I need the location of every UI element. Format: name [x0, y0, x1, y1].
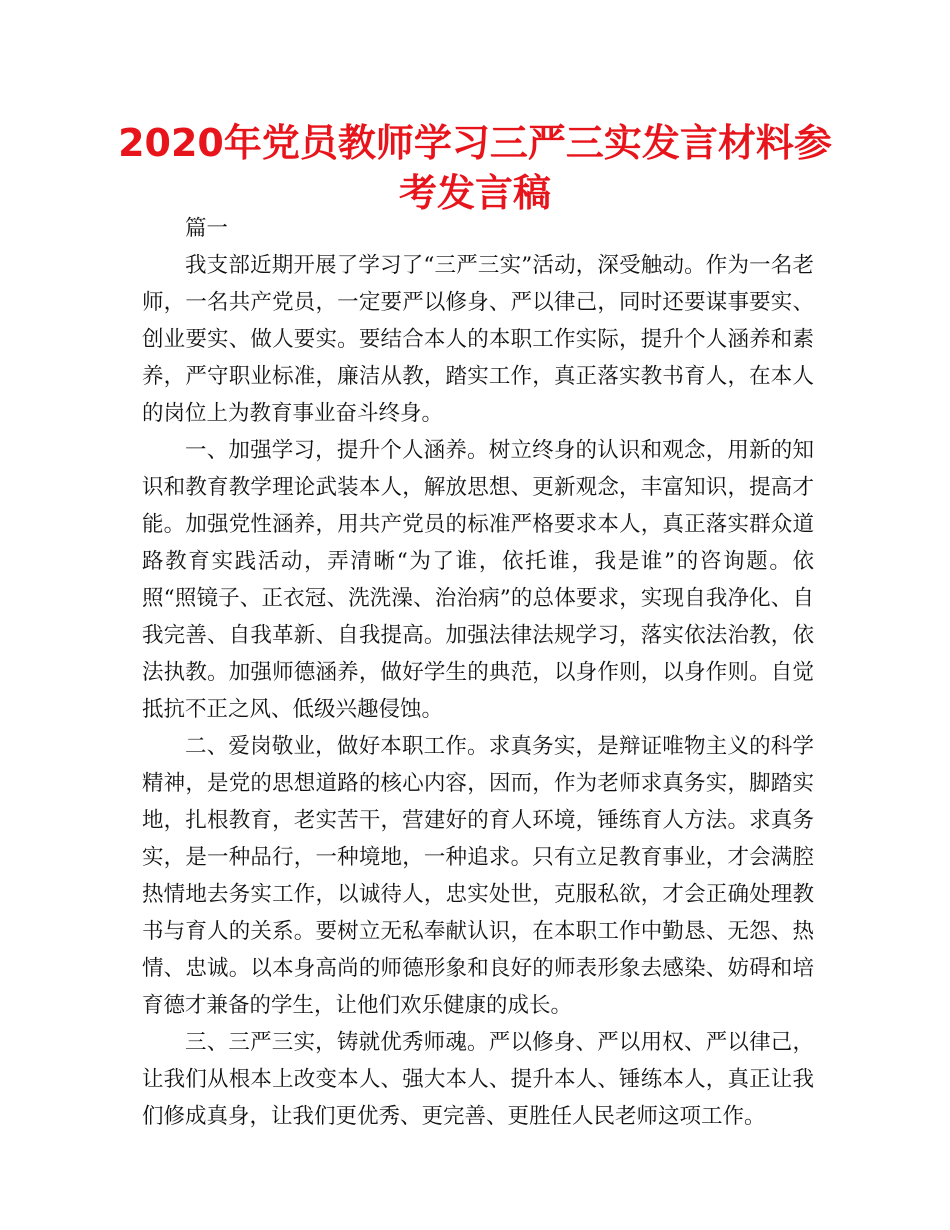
paragraph-point-two: 二、爱岗敬业，做好本职工作。求真务实，是辩证唯物主义的科学精神，是党的思想道路的核心内容，因而，作为老师求真务实，脚踏实地，扎根教育，老实苦干，营建好的育人环境，锤练育人方法。求真务实，是一种品行，一种境地，一种追求。只有立足教育事业，才会满腔热情地去务实工作，以诚待人，忠实处世，克服私欲，才会正确处理教书与育人的关系。要树立无私奉献认识，在本职工作中勤恳、无怨、热情、忠诚。以本身高尚的师德形象和良好的师表形象去感染、妨碍和培育德才兼备的学生，让他们欢乐健康的成长。 [142, 734, 814, 1018]
paragraph-intro: 我支部近期开展了学习了“三严三实”活动，深受触动。作为一名老师，一名共产党员，一定要严以修身、严以律己，同时还要谋事要实、创业要实、做人要实。要结合本人的本职工作实际，提升个人涵养和素养，严守职业标准，廉洁从教，踏实工作，真正落实教书育人，在本人的岗位上为教育事业奋斗终身。 [142, 253, 814, 426]
document-title: 2020年党员教师学习三严三实发言材料参考发言稿 [118, 121, 832, 215]
section-label: 篇一 [185, 216, 229, 241]
paragraph-point-one: 一、加强学习，提升个人涵养。树立终身的认识和观念，用新的知识和教育教学理论武装本人，解放思想、更新观念，丰富知识，提高才能。加强党性涵养，用共产党员的标准严格要求本人，真正落实群众道路教育实践活动，弄清晰“为了谁，依托谁，我是谁”的咨询题。依照“照镜子、正衣冠、洗洗澡、治治病”的总体要求，实现自我净化、自我完善、自我革新、自我提高。加强法律法规学习，落实依法治教，依法执教。加强师德涵养，做好学生的典范，以身作则，以身作则。自觉抵抗不正之风、低级兴趣侵蚀。 [142, 438, 814, 722]
document-body [142, 210, 814, 1135]
paragraph-point-three: 三、三严三实，铸就优秀师魂。严以修身、严以用权、严以律己，让我们从根本上改变本人、强大本人、提升本人、锤练本人，真正让我们修成真身，让我们更优秀、更完善、更胜任人民老师这项工作。 [142, 1030, 814, 1129]
